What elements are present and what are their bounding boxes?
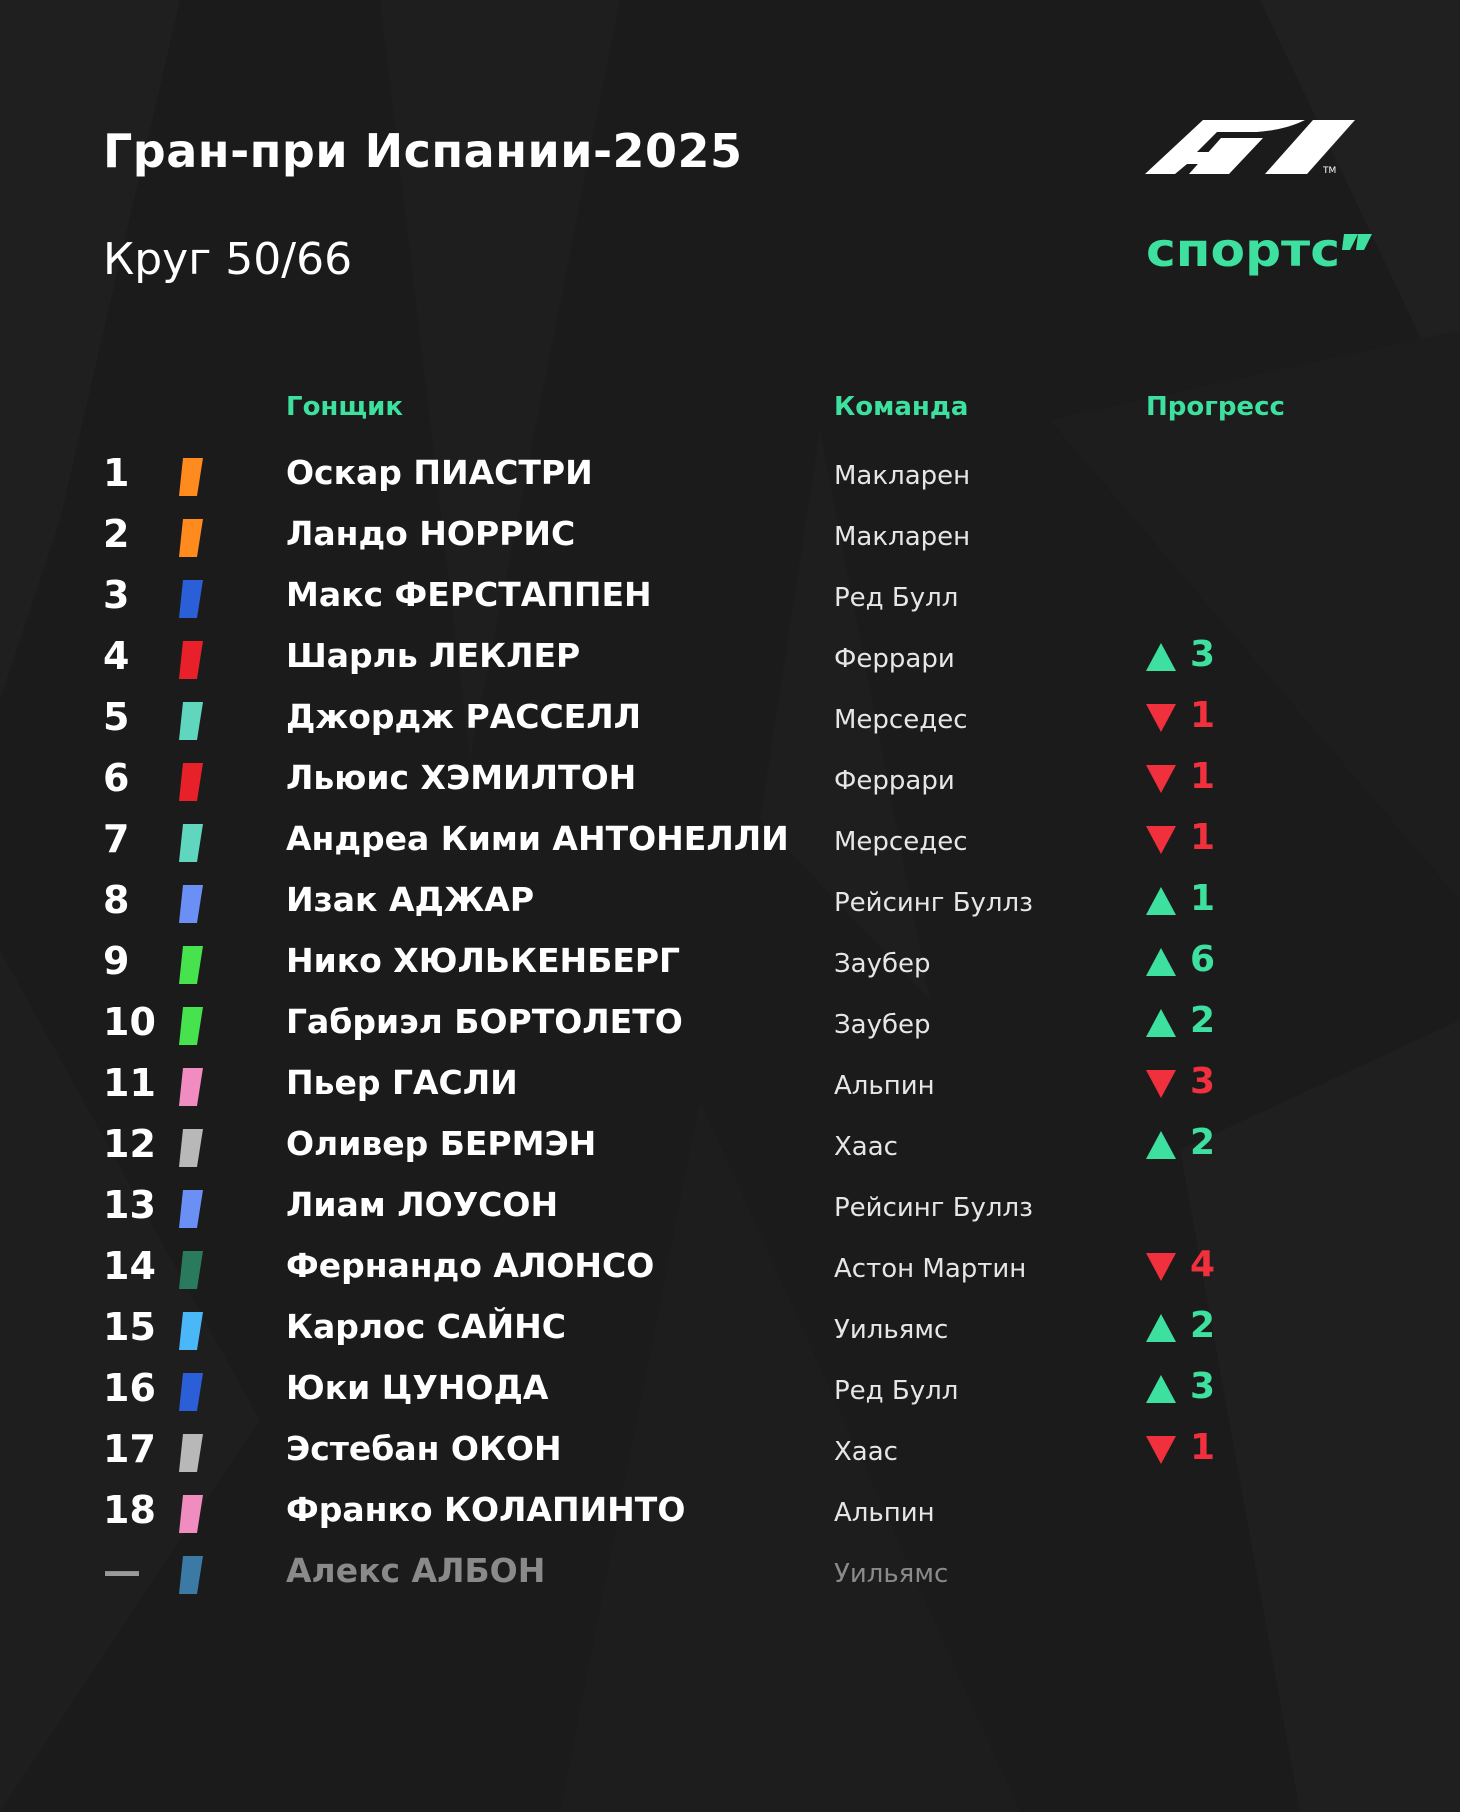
team-color-swatch [179, 763, 203, 801]
position-number: 13 [103, 1183, 156, 1227]
driver-name: Лиам ЛОУСОН [286, 1185, 559, 1224]
svg-text:TM: TM [1323, 166, 1337, 174]
driver-name: Алекс АЛБОН [286, 1551, 546, 1590]
team-color-swatch [179, 1312, 203, 1350]
team-color-swatch [179, 946, 203, 984]
position-number: 9 [103, 939, 130, 983]
table-row [0, 1488, 1460, 1552]
driver-name: Юки ЦУНОДА [286, 1368, 549, 1407]
team-color-swatch [179, 1190, 203, 1228]
team-name: Хаас [834, 1437, 898, 1467]
team-name: Астон Мартин [834, 1254, 1027, 1284]
team-name: Мерседес [834, 827, 968, 857]
table-row [0, 878, 1460, 942]
column-header-progress: Прогресс [1146, 392, 1285, 422]
sports-brand-logo [1146, 226, 1372, 282]
position-number: 18 [103, 1488, 156, 1532]
table-row [0, 695, 1460, 759]
position-change-value: 1 [1190, 878, 1216, 919]
arrow-up-icon [1146, 1314, 1176, 1342]
driver-name: Франко КОЛАПИНТО [286, 1490, 686, 1529]
table-row [0, 512, 1460, 576]
position-change-value: 6 [1190, 939, 1216, 980]
arrow-down-icon [1146, 765, 1176, 793]
table-row [0, 1000, 1460, 1064]
driver-name: Андреа Кими АНТОНЕЛЛИ [286, 819, 789, 858]
table-row [0, 1366, 1460, 1430]
team-name: Заубер [834, 949, 931, 979]
team-name: Феррари [834, 766, 955, 796]
team-name: Рейсинг Буллз [834, 1193, 1033, 1223]
arrow-down-icon [1146, 1436, 1176, 1464]
driver-name: Фернандо АЛОНСО [286, 1246, 655, 1285]
position-change-value: 1 [1190, 695, 1216, 736]
team-color-swatch [179, 580, 203, 618]
position-number: 2 [103, 512, 130, 556]
position-change-value: 2 [1190, 1122, 1216, 1163]
arrow-up-icon [1146, 1009, 1176, 1037]
team-name: Макларен [834, 461, 971, 491]
table-row [0, 1244, 1460, 1308]
position-number: 12 [103, 1122, 156, 1166]
driver-name: Ландо НОРРИС [286, 514, 576, 553]
driver-name: Шарль ЛЕКЛЕР [286, 636, 581, 675]
f1-logo [1145, 116, 1357, 174]
driver-name: Габриэл БОРТОЛЕТО [286, 1002, 683, 1041]
table-row [0, 451, 1460, 515]
team-color-swatch [179, 885, 203, 923]
table-row [0, 1061, 1460, 1125]
table-row [0, 1427, 1460, 1491]
position-change-value: 3 [1190, 1366, 1216, 1407]
position-number: 5 [103, 695, 130, 739]
column-header-driver: Гонщик [286, 392, 403, 422]
team-name: Мерседес [834, 705, 968, 735]
team-name: Уильямс [834, 1559, 949, 1589]
table-row [0, 573, 1460, 637]
team-name: Макларен [834, 522, 971, 552]
arrow-down-icon [1146, 826, 1176, 854]
driver-name: Джордж РАССЕЛЛ [286, 697, 642, 736]
team-name: Ред Булл [834, 583, 959, 613]
team-color-swatch [179, 1556, 203, 1594]
position-change-value: 2 [1190, 1305, 1216, 1346]
arrow-down-icon [1146, 704, 1176, 732]
table-row [0, 756, 1460, 820]
table-row [0, 939, 1460, 1003]
team-color-swatch [179, 824, 203, 862]
team-color-swatch [179, 702, 203, 740]
column-header-team: Команда [834, 392, 969, 422]
position-change-value: 3 [1190, 1061, 1216, 1102]
team-color-swatch [179, 1251, 203, 1289]
driver-name: Льюис ХЭМИЛТОН [286, 758, 637, 797]
position-number: 4 [103, 634, 130, 678]
position-number: 8 [103, 878, 130, 922]
team-color-swatch [179, 641, 203, 679]
team-color-swatch [179, 1129, 203, 1167]
arrow-up-icon [1146, 948, 1176, 976]
table-row [0, 1549, 1460, 1613]
position-change-value: 3 [1190, 634, 1216, 675]
table-row [0, 1183, 1460, 1247]
driver-name: Оскар ПИАСТРИ [286, 453, 593, 492]
table-row [0, 817, 1460, 881]
position-number: 6 [103, 756, 130, 800]
position-number: 16 [103, 1366, 156, 1410]
page-title: Гран-при Испании-2025 [103, 124, 743, 178]
table-row [0, 634, 1460, 698]
arrow-up-icon [1146, 643, 1176, 671]
driver-name: Пьер ГАСЛИ [286, 1063, 518, 1102]
team-name: Уильямс [834, 1315, 949, 1345]
team-name: Феррари [834, 644, 955, 674]
team-name: Ред Булл [834, 1376, 959, 1406]
position-change-value: 1 [1190, 1427, 1216, 1468]
team-color-swatch [179, 1495, 203, 1533]
driver-name: Макс ФЕРСТАППЕН [286, 575, 652, 614]
driver-name: Оливер БЕРМЭН [286, 1124, 597, 1163]
arrow-up-icon [1146, 1131, 1176, 1159]
arrow-up-icon [1146, 887, 1176, 915]
position-number: 11 [103, 1061, 156, 1105]
team-color-swatch [179, 519, 203, 557]
driver-name: Изак АДЖАР [286, 880, 534, 919]
position-number: 15 [103, 1305, 156, 1349]
position-number: 3 [103, 573, 130, 617]
position-change-value: 2 [1190, 1000, 1216, 1041]
position-number: 17 [103, 1427, 156, 1471]
team-name: Альпин [834, 1498, 935, 1528]
lap-counter: Круг 50/66 [103, 234, 353, 285]
position-number: 7 [103, 817, 130, 861]
team-color-swatch [179, 1373, 203, 1411]
team-name: Хаас [834, 1132, 898, 1162]
table-row [0, 1122, 1460, 1186]
position-change-value: 1 [1190, 817, 1216, 858]
team-color-swatch [179, 1068, 203, 1106]
team-color-swatch [179, 1007, 203, 1045]
arrow-down-icon [1146, 1070, 1176, 1098]
driver-name: Карлос САЙНС [286, 1307, 566, 1346]
position-change-value: 4 [1190, 1244, 1216, 1285]
team-color-swatch [179, 458, 203, 496]
arrow-down-icon [1146, 1253, 1176, 1281]
team-name: Заубер [834, 1010, 931, 1040]
position-number: 10 [103, 1000, 156, 1044]
position-number: 1 [103, 451, 130, 495]
svg-text:спортс: спортс [1146, 226, 1340, 277]
driver-name: Эстебан ОКОН [286, 1429, 562, 1468]
position-change-value: 1 [1190, 756, 1216, 797]
team-name: Рейсинг Буллз [834, 888, 1033, 918]
table-row [0, 1305, 1460, 1369]
position-number: 14 [103, 1244, 156, 1288]
driver-name: Нико ХЮЛЬКЕНБЕРГ [286, 941, 681, 980]
team-color-swatch [179, 1434, 203, 1472]
arrow-up-icon [1146, 1375, 1176, 1403]
team-name: Альпин [834, 1071, 935, 1101]
position-number: — [103, 1549, 141, 1593]
